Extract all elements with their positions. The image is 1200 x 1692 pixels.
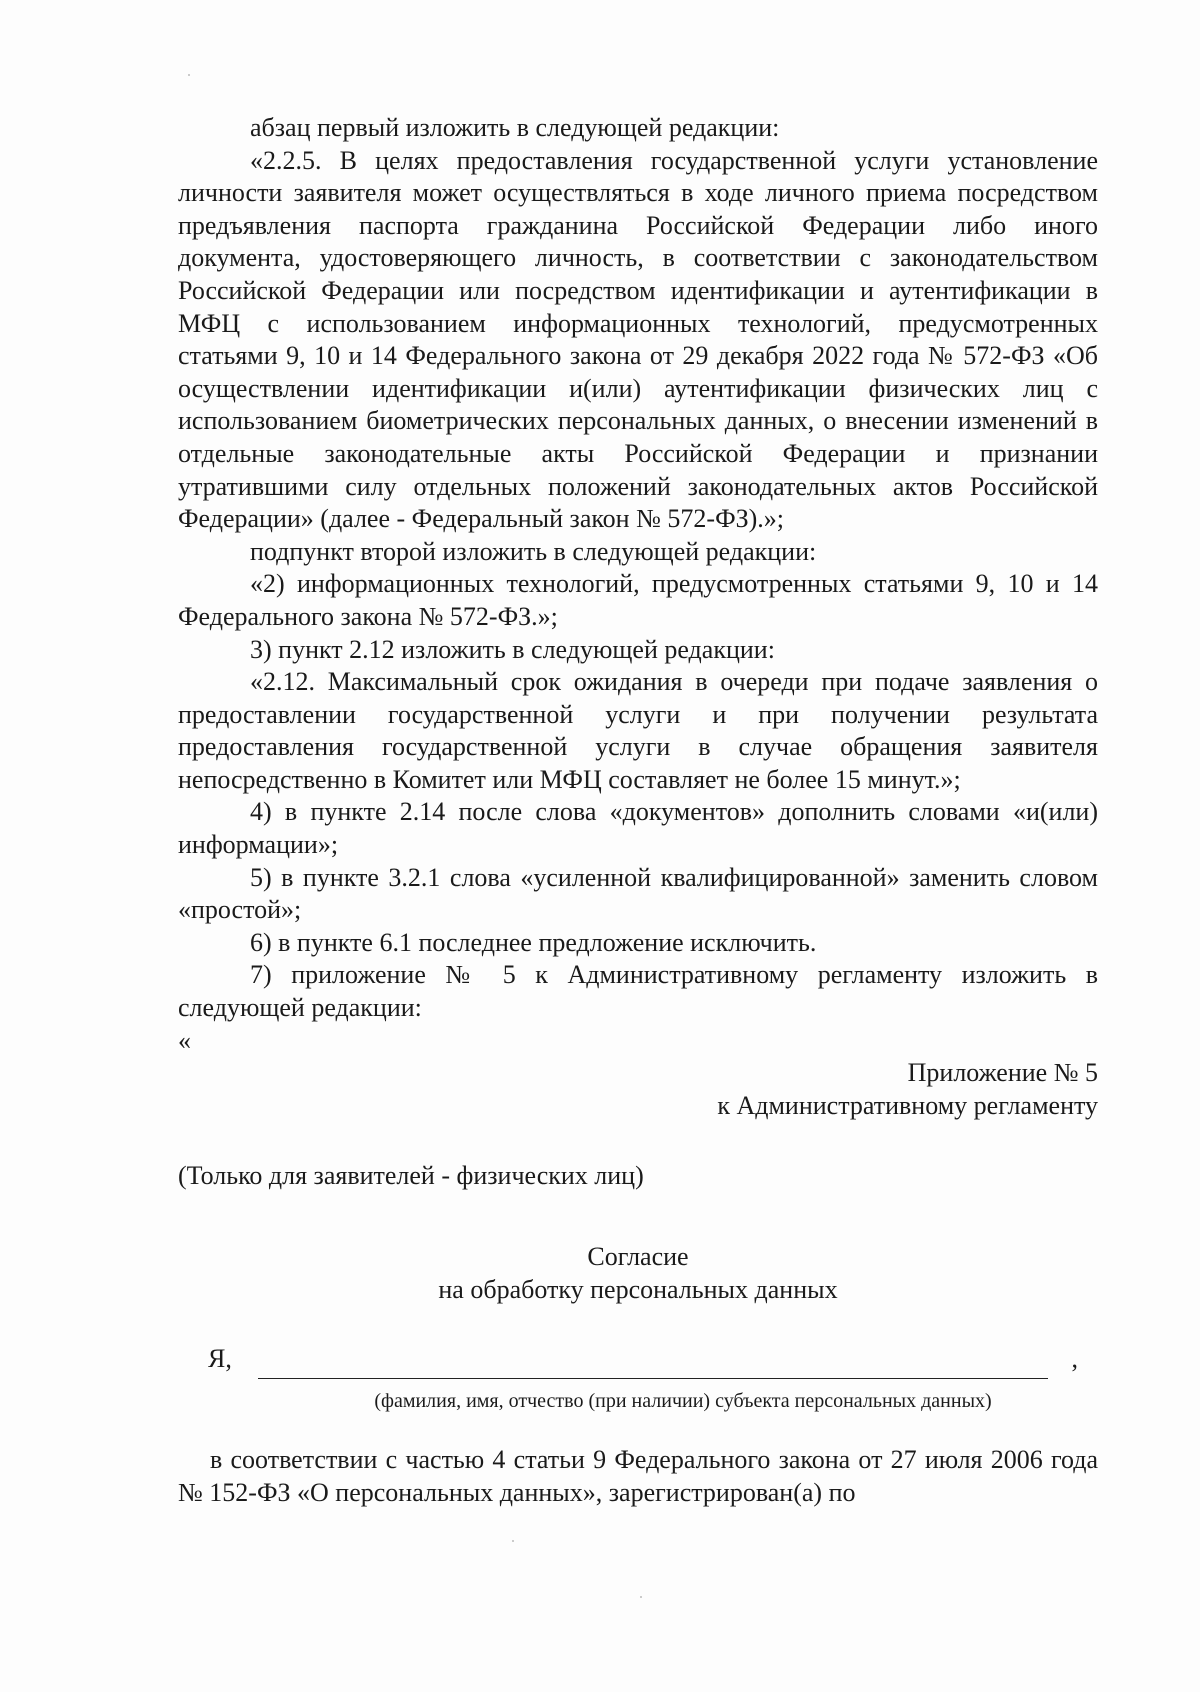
paragraph: 4) в пункте 2.14 после слова «документов» дополнить словами «и(или) информации»; bbox=[178, 797, 1098, 860]
paragraph: 6) в пункте 6.1 последнее предложение исключить. bbox=[250, 927, 817, 957]
scan-speck bbox=[188, 74, 190, 76]
name-blank-line bbox=[258, 1378, 1048, 1379]
scan-speck bbox=[512, 1540, 514, 1542]
appendix-reference: к Административному регламенту bbox=[717, 1090, 1098, 1120]
paragraph: «2) информационных технологий, предусмотренных статьями 9, 10 и 14 Федерального закона № 572-ФЗ.»; bbox=[178, 569, 1098, 631]
applicant-note: (Только для заявителей - физических лиц) bbox=[178, 1161, 644, 1191]
consent-subtitle: на обработку персональных данных bbox=[438, 1274, 838, 1304]
paragraph: в соответствии с частью 4 статьи 9 Федерального закона от 27 июля 2006 года № 152-ФЗ «О персональных данных», зарегистрирован(а) по bbox=[178, 1445, 1098, 1507]
document-body bbox=[178, 112, 1098, 1509]
name-fill-row bbox=[178, 1330, 1098, 1378]
consent-title: Согласие bbox=[587, 1242, 689, 1271]
paragraph: абзац первый изложить в следующей редакции: bbox=[250, 113, 780, 142]
appendix-number: Приложение № 5 bbox=[907, 1058, 1098, 1088]
scan-speck bbox=[640, 1596, 642, 1598]
paragraph: 7) приложение № 5 к Административному регламенту изложить в следующей редакции: bbox=[178, 960, 1098, 1023]
name-caption: (фамилия, имя, отчество (при наличии) субъекта персональных данных) bbox=[374, 1390, 992, 1413]
name-suffix: , bbox=[1071, 1344, 1078, 1374]
paragraph: 5) в пункте 3.2.1 слова «усиленной квалифицированной» заменить словом «простой»; bbox=[178, 862, 1098, 925]
paragraph: «2.12. Максимальный срок ожидания в очереди при подаче заявления о предоставлении государственной услуги и при получении результата предоставления государственной услуги в случае обращения заявителя непосредственно в Комитет или МФЦ составляет не более 15 минут.»; bbox=[178, 667, 1098, 794]
name-prefix: Я, bbox=[208, 1344, 232, 1374]
paragraph: «2.2.5. В целях предоставления государственной услуги установление личности заявителя может осуществляться в ходе личного приема посредством предъявления паспорта гражданина Российской Федерации либо иного документа, удостоверяющего личность, в соответствии с законодательством Российской Федерации или посредством идентификации и аутентификации в МФЦ с использованием информационных технологий, предусмотренных статьями 9, 10 и 14 Федерального закона от 29 декабря 2022 года № 572-ФЗ «Об осуществлении идентификации и(или) аутентификации физических лиц с использованием биометрических персональных данных, о внесении изменений в отдельные законодательные акты Российской Федерации и признании утратившими силу отдельных положений законодательных актов Российской Федерации» (далее - Федеральный закон № 572-ФЗ).»; bbox=[178, 145, 1098, 534]
paragraph: 3) пункт 2.12 изложить в следующей редакции: bbox=[250, 634, 775, 664]
open-quote: « bbox=[178, 1025, 191, 1055]
paragraph: подпункт второй изложить в следующей редакции: bbox=[250, 536, 817, 566]
